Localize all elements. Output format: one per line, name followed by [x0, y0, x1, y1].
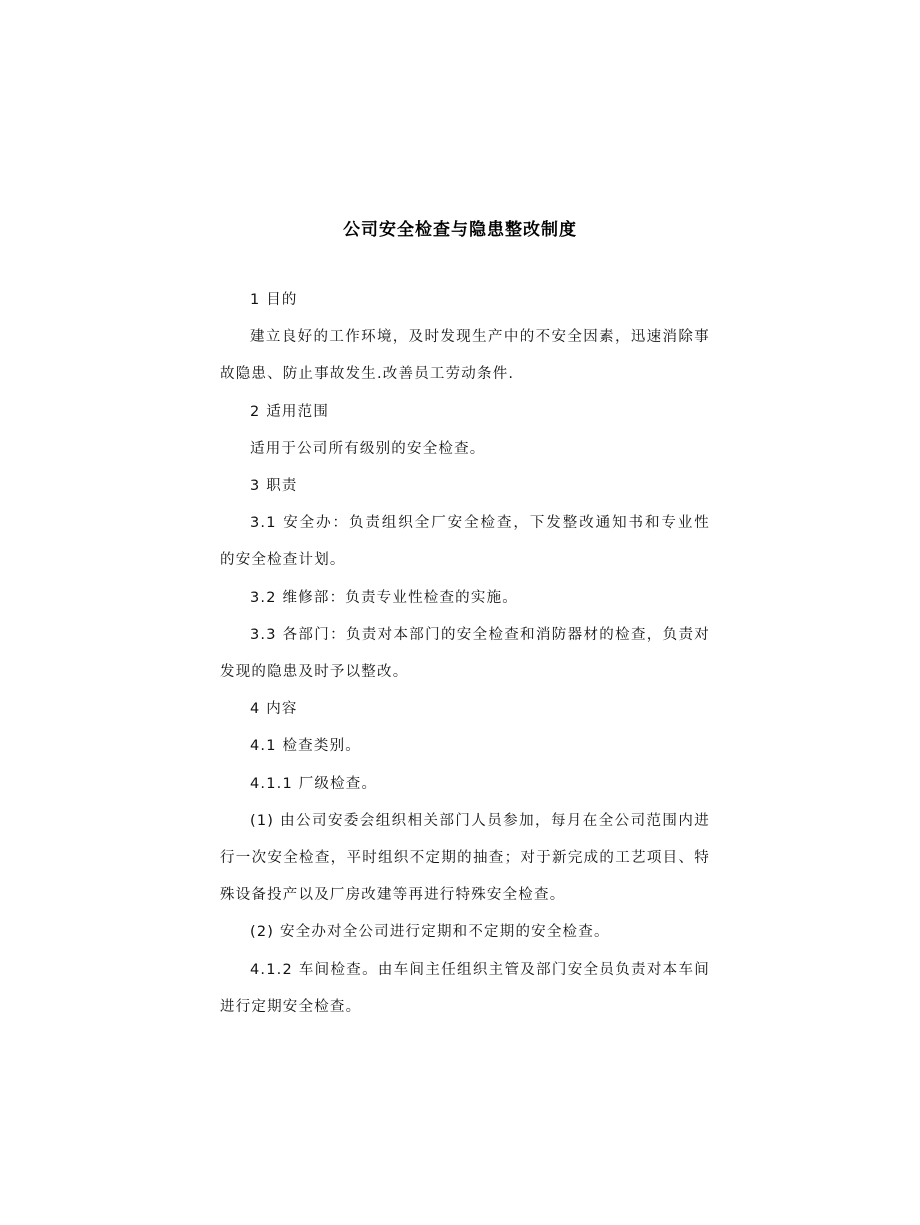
document-title: 公司安全检查与隐患整改制度	[343, 220, 577, 240]
section-heading-scope: 2 适用范围	[250, 403, 330, 420]
paragraph-4-1: 4.1 检查类别。	[250, 738, 361, 755]
section-heading-content: 4 内容	[250, 701, 298, 718]
paragraph-3-1: 3.1 安全办：负责组织全厂安全检查，下发整改通知书和专业性 的安全检查计划。	[220, 515, 710, 569]
paragraph-3-2: 3.2 维修部：负责专业性检查的实施。	[250, 589, 518, 606]
document-body	[220, 282, 710, 1026]
paragraph-item-1: (1) 由公司安委会组织相关部门人员参加，每月在全公司范围内进行一次安全检查，平时组织不定期的抽查；对于新完成的工艺项目、特殊设备投产以及厂房改建等再进行特殊安全检查。	[220, 812, 710, 904]
paragraph-item-2: (2) 安全办对全公司进行定期和不定期的安全检查。	[250, 924, 610, 941]
paragraph-3-3: 3.3 各部门：负责对本部门的安全检查和消防器材的检查，负责对发现的隐患及时予以整改。	[220, 626, 710, 681]
paragraph-4-1-1: 4.1.1 厂级检查。	[250, 775, 378, 792]
paragraph-scope: 适用于公司所有级别的安全检查。	[250, 440, 486, 457]
section-heading-purpose: 1 目的	[250, 292, 298, 308]
paragraph-4-1-2: 4.1.2 车间检查。由车间主任组织主管及部门安全员负责对本车间进行定期安全检查。	[220, 961, 710, 1015]
section-heading-responsibilities: 3 职责	[250, 478, 298, 495]
paragraph-purpose: 建立良好的工作环境，及时发现生产中的不安全因素，迅速消除事故隐患、防止事故发生.改善员工劳动条件.	[220, 329, 710, 383]
